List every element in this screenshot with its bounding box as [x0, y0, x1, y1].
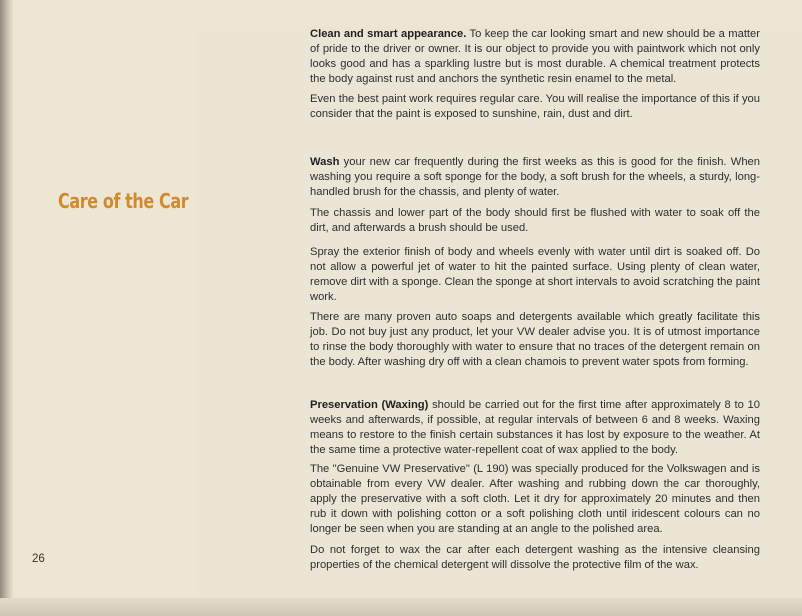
paragraph-wash — [310, 155, 760, 200]
paragraph-body-appearance: To keep the car looking smart and new should be a matter of pride to the driver or owner. It is our object to provide you with paintwork which not only looks good and has a sparkling lustre but is most durable. A chemical treatment protects the body against rust and anchors the synthetic resin enamel to the metal. — [310, 28, 760, 85]
page-number: 26 — [32, 553, 45, 565]
paragraph-paint-care: Even the best paint work requires regular care. You will realise the importance of this if you consider that the paint is exposed to sunshine, rain, dust and dirt. — [310, 93, 760, 120]
paragraph-appearance — [310, 27, 760, 87]
page-bottom-edge — [0, 598, 802, 616]
paragraph-spray: Spray the exterior finish of body and wheels evenly with water until dirt is soaked off. Do not allow a powerful jet of water to hit the painted surface. Using plenty of clean water, remove dirt with a sponge. Clean the sponge at short intervals to avoid scratching the paint work. — [310, 246, 760, 303]
paragraph-lead-appearance: Clean and smart appearance. — [310, 28, 467, 40]
paragraph-soaps: There are many proven auto soaps and detergents available which greatly facilitate this job. Do not buy just any product, let your VW dealer advise you. It is of utmost importance to rinse the body thoroughly with water to ensure that no traces of the detergent remain on the body. After washing dry off with a clean chamois to prevent water spots from forming. — [310, 311, 760, 368]
paragraph-lead-wash: Wash — [310, 156, 340, 168]
paragraph-wax-again: Do not forget to wax the car after each detergent washing as the intensive cleansing properties of the chemical detergent will dissolve the protective film of the wax. — [310, 544, 760, 571]
paragraph-body-preservation: should be carried out for the first time after approximately 8 to 10 weeks and afterwards, if possible, at regular intervals of between 6 and 8 weeks. Waxing means to restore to the finish certain substances it has lost by exposure to the weather. At the same time a protective water-repellent coat of wax applied to the body. — [310, 399, 760, 456]
paragraph-body-wash: your new car frequently during the first weeks as this is good for the finish. When washing you require a soft sponge for the body, a soft brush for the wheels, a sturdy, long-handled brush for the chassis, and plenty of water. — [310, 156, 760, 198]
section-heading: Care of the Car — [58, 189, 189, 213]
paragraph-genuine-preservative: The "Genuine VW Preservative" (L 190) was specially produced for the Volkswagen and is obtainable from every VW dealer. After washing and rubbing down the car thoroughly, apply the preservative with a soft cloth. Let it dry for approximately 20 minutes and then rub it down with polishing cotton or a soft polishing cloth until iridescent colours can no longer be seen when you are standing at an angle to the polished area. — [310, 463, 760, 535]
paragraph-chassis: The chassis and lower part of the body should first be flushed with water to soak off the dirt, and afterwards a brush should be used. — [310, 207, 760, 234]
page-binding-edge — [0, 0, 14, 616]
paragraph-preservation — [310, 398, 760, 458]
paragraph-lead-preservation: Preservation (Waxing) — [310, 399, 429, 411]
